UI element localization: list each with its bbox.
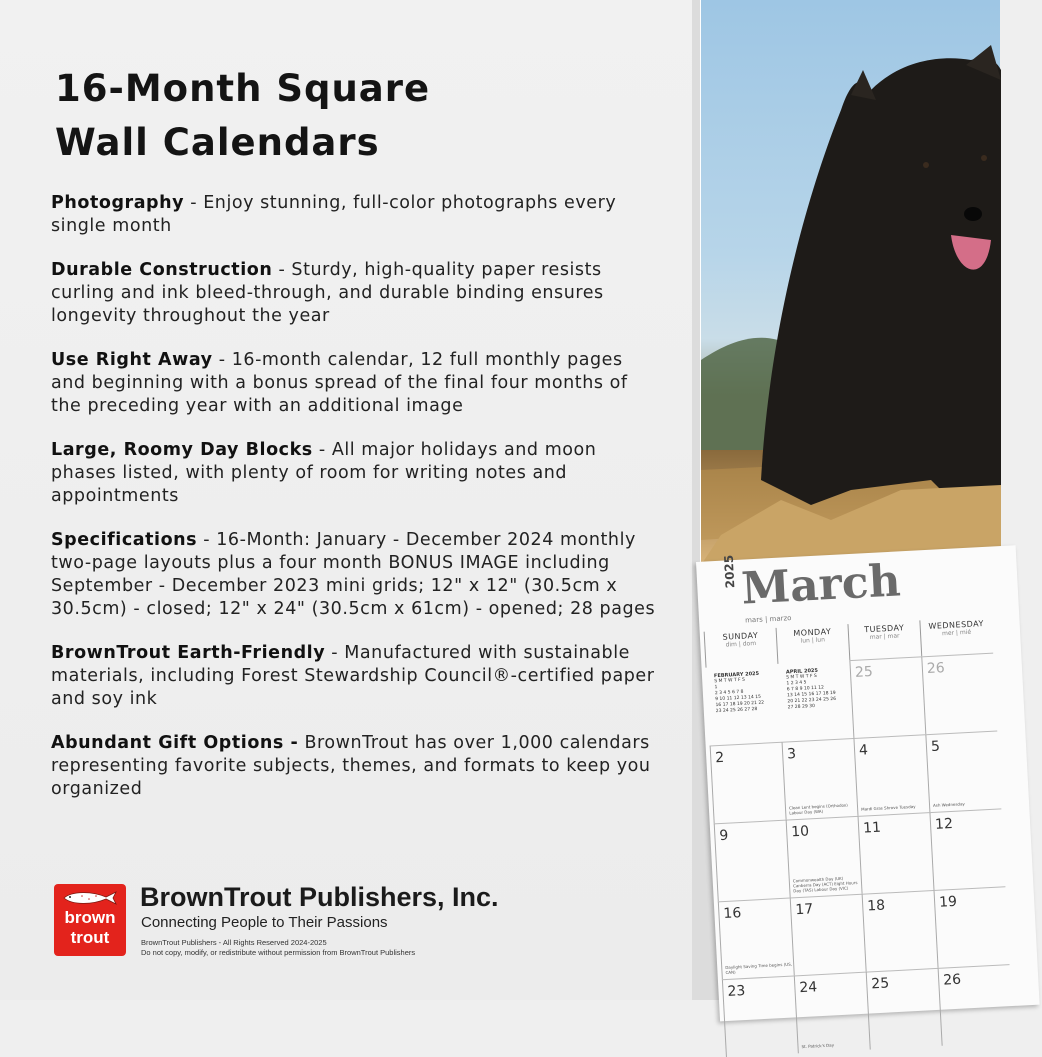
cairn-terrier-image [701,0,1001,565]
trout-fish-icon [62,890,118,906]
legal-line-2: Do not copy, modify, or redistribute without permission from BrownTrout Publishers [141,948,416,957]
feature-list [51,192,661,822]
feature-item: BrownTrout Earth-Friendly - Manufactured with sustainable materials, including Forest Stewardship Council®-certified paper and soy ink [51,643,655,709]
mini-calendar-april: APRIL 2025 S M T W T F S 1 2 3 4 5 6 7 8 9 10 11 12 13 14 15 16 17 18 19 20 21 22 23 24 25 26 27 28 29 30 [785,667,837,711]
day-cell: 16 Daylight Saving Time begins (US, CAN) [718,898,794,980]
feature-title: Specifications [51,530,198,550]
title-line-2: Wall Calendars [55,121,380,164]
feature-text: 16-month calendar, 12 full monthly pages and beginning with a bonus spread of the final four months of the preceding year with an additional image [51,350,628,416]
day-cell: 26 [921,653,997,735]
feature-title: Durable Construction [51,260,273,280]
calendar-grid-page [696,545,1040,1050]
day-cell: 26 [938,964,1014,1046]
day-header-monday: MONDAY lun | lun [776,624,850,664]
feature-title: BrownTrout Earth-Friendly [51,643,326,663]
dog-photo [700,0,1000,565]
day-cell: 24 St. Patrick's Day [794,972,870,1054]
feature-item: Specifications - 16-Month: January - December 2024 monthly two-page layouts plus a four month BONUS IMAGE including September - December 2023 mini grids; 12" x 12" (30.5cm x 30.5cm) - closed; 12" x 24" (30.5cm x 61cm) - opened; 28 pages [51,530,656,619]
brand-footer [54,882,674,982]
day-cell: 9 [714,820,790,902]
feature-text: Enjoy stunning, full-color photographs every single month [51,193,617,236]
feature-text: BrownTrout has over 1,000 calendars representing favorite subjects, themes, and formats to keep you organized [51,733,651,799]
feature-title: Large, Roomy Day Blocks [51,440,313,460]
day-cell: 17 [790,894,866,976]
calendar-month-translations: mars | marzo [744,614,792,625]
day-cell: 25 [849,656,925,738]
calendar-year: 2025 [721,554,738,589]
feature-title: Abundant Gift Options - [51,733,299,753]
day-cell: 11 [858,812,934,894]
publisher-tagline: Connecting People to Their Passions [141,914,388,931]
browntrout-logo [54,884,126,956]
feature-title: Use Right Away [51,350,213,370]
feature-text: All major holidays and moon phases listed, with plenty of room for writing notes and appointments [51,440,597,506]
feature-item: Durable Construction - Sturdy, high-quality paper resists curling and ink bleed-through, and durable binding ensures longevity throughout the year [51,260,604,326]
feature-text: Manufactured with sustainable materials, including Forest Stewardship Council®-certified paper and soy ink [51,643,655,709]
calendar-preview [692,0,1000,1050]
day-cell: 10 Commonwealth Day (UK) Canberra Day (ACT) Eight Hours Day (TAS) Labour Day (VIC) [786,816,862,898]
day-header-tuesday: TUESDAY mar | mar [847,620,921,660]
feature-item: Large, Roomy Day Blocks - All major holidays and moon phases listed, with plenty of room for writing notes and appointments [51,440,597,506]
day-cell: 3 Clean Lent begins (Orthodox) Labour Day (WA) [782,738,858,820]
day-cell: 2 [710,742,786,824]
feature-item: Use Right Away - 16-month calendar, 12 full monthly pages and beginning with a bonus spread of the final four months of the preceding year with an additional image [51,350,628,416]
day-cell: 25 [866,968,942,1050]
feature-text: Sturdy, high-quality paper resists curling and ink bleed-through, and durable binding ensures longevity throughout the year [51,260,604,326]
legal-notice [141,938,415,958]
day-header-wednesday: WEDNESDAY mer | mié [919,617,993,657]
mini-calendar-february: FEBRUARY 2025 S M T W T F S 1 2 3 4 5 6 7 8 9 10 11 12 13 14 15 16 17 18 19 20 21 22 23 24 25 26 27 28 [713,670,765,715]
page-title [55,62,655,170]
logo-word-brown: brown [64,908,116,927]
day-cell: 19 [933,886,1009,968]
day-cell: 12 [929,808,1005,890]
day-cell: 5 Ash Wednesday [925,730,1001,812]
logo-word-trout: trout [70,928,110,947]
day-cell: 23 [722,975,798,1057]
publisher-name: BrownTrout Publishers, Inc. [140,882,499,912]
day-cell: 4 Mardi Gras Shrove Tuesday [853,734,929,816]
calendar-month: March [740,555,902,615]
day-header-sunday: SUNDAY dim | dom [704,628,778,668]
day-cell: 18 [862,890,938,972]
legal-line-1: BrownTrout Publishers - All Rights Reserved 2024-2025 [141,938,327,947]
title-line-1: 16-Month Square [55,67,431,110]
feature-text: 16-Month: January - December 2024 monthly two-page layouts plus a four month BONUS IMAGE including September - December 2023 mini grids; 12" x 12" (30.5cm x 30.5cm) - closed; 12" x 24" (30.5cm x 61cm) - opened; 28 pages [51,530,656,619]
feature-title: Photography [51,193,185,213]
feature-item [51,732,661,801]
feature-item: Photography - Enjoy stunning, full-color photographs every single month [51,193,617,236]
